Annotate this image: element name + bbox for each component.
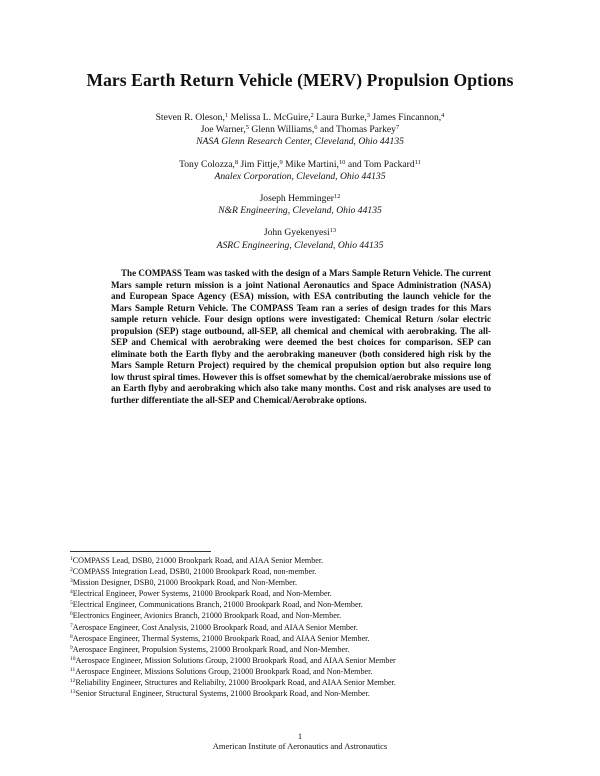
footnote-text: Aerospace Engineer, Mission Solutions Group, 21000 Brookpark Road, and AIAA Senior Member xyxy=(75,655,396,665)
author-line xyxy=(0,193,600,205)
footnote-text: Aerospace Engineer, Cost Analysis, 21000 Brookpark Road, and AIAA Senior Member. xyxy=(72,622,358,632)
footnote-number: 13 xyxy=(70,689,76,696)
author-footnote-mark: 3 xyxy=(366,112,370,119)
abstract: The COMPASS Team was tasked with the design of a Mars Sample Return Vehicle. The current Mars sample return mission is a joint National Aeronautics and Space Administration (NASA) and European Space Agency (ESA) mission, with ESA contributing the launch vehicle for the Mars Sample Return Vehicle. The COMPASS Team ran a series of design trades for this Mars sample return vehicle. Four design options were investigated: Chemical Return /solar electric propulsion (SEP) stage outbound, all-SEP, all chemical and chemical with aerobraking. The all-SEP and Chemical with aerobraking were deemed the best choices for comparison. SEP can eliminate both the Earth flyby and the aerobraking maneuver (both considered high risk by the Mars Sample Return Project) required by the chemical propulsion option but also require long low thrust spiral times. However this is offset somewhat by the chemical/aerobrake missions use of an Earth flyby and aerobraking which also take many months. Cost and risk analyses are used to further differentiate the all-SEP and Chemical/Aerobrake options. xyxy=(111,268,491,406)
author-line xyxy=(0,124,600,136)
footnote xyxy=(70,599,530,610)
footnote xyxy=(70,655,530,666)
author-footnote-mark: 6 xyxy=(314,124,318,132)
footnote-number: 1 xyxy=(70,556,73,562)
author-block xyxy=(0,112,600,262)
footnote-number: 3 xyxy=(70,578,73,585)
author-name: Melissa L. McGuire, xyxy=(228,112,311,123)
footnote-number: 7 xyxy=(70,622,73,629)
footnote-text: Electronics Engineer, Avionics Branch, 21000 Brookpark Road, and Non-Member. xyxy=(72,611,342,621)
footnote xyxy=(70,666,530,677)
footnote-text: Reliability Engineer, Structures and Reliabilty, 21000 Brookpark Road, and AIAA Senior Member. xyxy=(75,678,396,688)
author-name: Glenn Williams, xyxy=(249,124,315,136)
author-line xyxy=(0,112,600,124)
page-number: 1 xyxy=(297,731,303,741)
footnote-divider xyxy=(70,551,211,552)
footnote xyxy=(70,577,530,588)
author-footnote-mark: 10 xyxy=(338,158,346,166)
footnote xyxy=(70,555,530,566)
affiliation: NASA Glenn Research Center, Cleveland, Ohio 44135 xyxy=(196,136,404,148)
footnote-text: COMPASS Integration Lead, DSB0, 21000 Brookpark Road, non-member. xyxy=(72,567,317,577)
author-name: Jim Fittje, xyxy=(238,158,280,170)
author-footnote-mark: 1 xyxy=(224,112,229,119)
footnote xyxy=(70,566,530,577)
author-group xyxy=(0,112,600,149)
footnote xyxy=(70,644,530,655)
author-footnote-mark: 9 xyxy=(279,158,283,166)
footnote-number: 5 xyxy=(70,600,73,607)
affiliation: N&R Engineering, Cleveland, Ohio 44135 xyxy=(218,205,382,217)
author-footnote-mark: 8 xyxy=(234,158,239,166)
footnotes xyxy=(70,555,530,699)
footnote-number: 2 xyxy=(70,567,73,574)
author-name: Joe Warner, xyxy=(200,124,246,136)
footnote-number: 9 xyxy=(70,644,73,651)
footnote xyxy=(70,622,530,633)
author-footnote-mark: 5 xyxy=(245,124,250,132)
footnote xyxy=(70,610,530,621)
footnote-number: 11 xyxy=(70,666,76,673)
author-footnote-mark: 4 xyxy=(441,112,445,119)
author-footnote-mark: 2 xyxy=(310,112,314,119)
author-footnote-mark: 11 xyxy=(414,158,421,166)
author-name: John Gyekenyesi xyxy=(263,227,330,239)
footnote xyxy=(70,677,530,688)
author-name: Laura Burke, xyxy=(313,112,367,123)
author-name: Steven R. Oleson, xyxy=(155,112,225,123)
footnote xyxy=(70,688,530,699)
footnote-text: Mission Designer, DSB0, 21000 Brookpark Road, and Non-Member. xyxy=(72,578,298,588)
footnote-number: 6 xyxy=(70,611,73,618)
affiliation: ASRC Engineering, Cleveland, Ohio 44135 xyxy=(216,239,384,251)
footnote xyxy=(70,588,530,599)
author-name: James Fincannon, xyxy=(370,112,442,123)
footer-text: American Institute of Aeronautics and Astronautics xyxy=(212,741,388,751)
footnote-text: Aerospace Engineer, Propulsion Systems, 21000 Brookpark Road, and Non-Member. xyxy=(72,644,350,654)
author-line xyxy=(0,227,600,239)
footnote-text: COMPASS Lead, DSB0, 21000 Brookpark Road, and AIAA Senior Member. xyxy=(72,556,324,565)
author-footnote-mark: 12 xyxy=(333,193,341,201)
footnote-text: Electrical Engineer, Communications Branch, 21000 Brookpark Road, and Non-Member. xyxy=(72,600,363,610)
footnote xyxy=(70,633,530,644)
footnote-text: Electrical Engineer, Power Systems, 21000 Brookpark Road, and Non-Member. xyxy=(72,589,332,599)
footnote-text: Aerospace Engineer, Missions Solutions Group, 21000 Brookpark Road, and Non-Member. xyxy=(75,666,373,676)
author-name: and Thomas Parkey xyxy=(317,124,396,136)
author-name: and Tom Packard xyxy=(345,158,415,170)
author-name: Mike Martini, xyxy=(282,158,339,170)
author-name: Joseph Hemminger xyxy=(259,193,334,205)
author-footnote-mark: 13 xyxy=(329,227,337,235)
affiliation: Analex Corporation, Cleveland, Ohio 44135 xyxy=(214,170,386,182)
author-line xyxy=(0,159,600,171)
author-name: Tony Colozza, xyxy=(179,158,235,170)
footnote-number: 10 xyxy=(70,655,76,662)
footnote-text: Aerospace Engineer, Thermal Systems, 21000 Brookpark Road, and AIAA Senior Member. xyxy=(72,633,370,643)
footnote-number: 4 xyxy=(70,589,73,596)
footnote-text: Senior Structural Engineer, Structural Systems, 21000 Brookpark Road, and Non-Member. xyxy=(75,689,370,699)
author-footnote-mark: 7 xyxy=(395,124,400,132)
footnote-number: 12 xyxy=(70,678,76,685)
author-group xyxy=(0,227,600,251)
author-group xyxy=(0,159,600,183)
author-group xyxy=(0,193,600,217)
paper-title: Mars Earth Return Vehicle (MERV) Propulsion Options xyxy=(86,70,514,90)
footnote-number: 8 xyxy=(70,633,73,640)
